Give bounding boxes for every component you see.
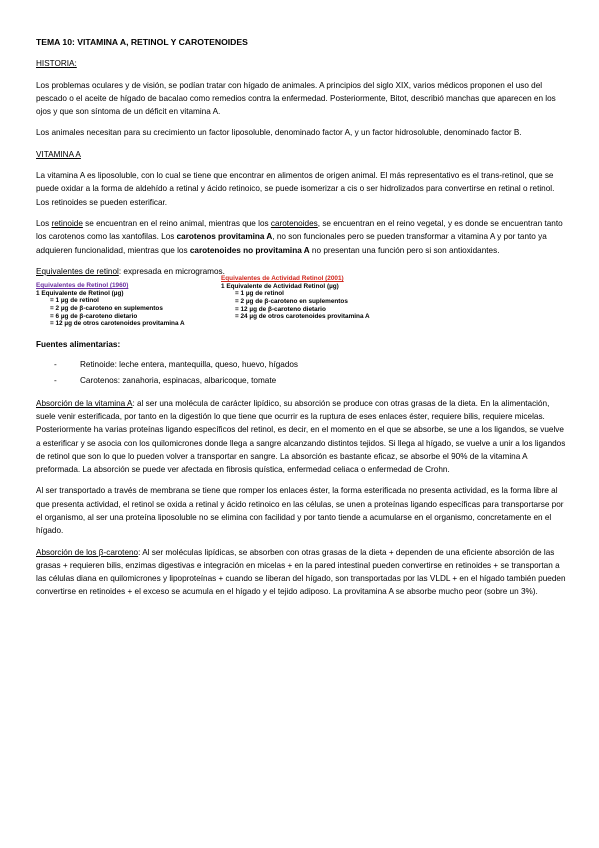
absorcion-vitamina-label: Absorción de la vitamina A — [36, 398, 133, 408]
document-page — [36, 36, 566, 607]
equivalentes-2001-item: = 2 µg de β-caroteno en suplementos — [235, 297, 348, 305]
document-title: TEMA 10: VITAMINA A, RETINOL Y CAROTENOIDES — [36, 37, 248, 47]
equivalentes-label-rest: : expresada en microgramos. — [118, 266, 225, 276]
list-item — [36, 358, 566, 371]
absorcion-vitamina-paragraph — [36, 397, 566, 477]
carotenoides-no-provitamina-term: carotenoides no provitamina A — [189, 245, 310, 255]
historia-heading: HISTORIA: — [36, 59, 77, 69]
list-dash: - — [54, 360, 57, 370]
equivalentes-2001-item: = 1 µg de retinol — [235, 290, 284, 298]
list-item-text: Retinoide: leche entera, mantequilla, queso, huevo, hígados — [80, 360, 299, 370]
historia-paragraph-1: Los problemas oculares y de visión, se podían tratar con hígado de animales. A principios del siglo XIX, varios médicos proponen el uso del pescado o el aceite de hígado de bacalao como remedios contra la enfermedad. Posteriormente, Bitot, describió manchas que aparecen en los ojos y que son síntoma de un déficit en vitamina A. — [36, 80, 556, 117]
equivalentes-1960-item: = 2 µg de β-caroteno en suplementos — [50, 304, 163, 312]
equivalentes-2001-item: = 12 µg de β-caroteno dietario — [235, 305, 326, 313]
list-dash: - — [54, 376, 57, 386]
equivalentes-1960-item: = 12 µg de otros carotenoides provitamina A — [50, 320, 185, 328]
carotenos-provitamina-term: carotenos provitamina A — [176, 232, 273, 242]
fuentes-heading: Fuentes alimentarias: — [36, 339, 121, 349]
text-run: , no son funcionales pero se pueden transformar a vitamina A y por tanto ya adquieren funcionalidad, mientras que los — [36, 232, 547, 255]
retinoide-term: retinoide — [51, 218, 83, 228]
text-run: : Al ser moléculas lipídicas, se absorben con otras grasas de la dieta + dependen de una eficiente absorción de las grasas + requieren bilis, enzimas digestivas e integración en micelas + en la pared intestinal pueden convertirse en retinoides + se transportan a las células diana en quilomicrones y lipoproteínas + cuando se liberan del hígado, son transportadas por las VLDL + en el hígado también pueden convertirse en retinoides + el exceso se acumula en el hígado y el tejido adiposo. La provitamina A se absorbe mucho peor (sobre un 3%). — [36, 547, 566, 597]
equivalentes-2001-heading: Equivalentes de Actividad Retinol (2001) — [221, 275, 344, 283]
absorcion-caroteno-paragraph — [36, 546, 566, 599]
text-run: se encuentran en el reino animal, mientras que los — [82, 218, 271, 228]
equivalentes-1960-item: = 6 µg de β-caroteno dietario — [50, 312, 138, 320]
equivalentes-1960-block — [36, 282, 221, 328]
text-run: : al ser una molécula de carácter lipídico, su absorción se produce con otras grasas de la dieta. En la alimentación, suele venir esterificada, por tanto en la digestión lo que tiene que ocurrir es la ruptura de eses enlaces éster, requiere bilis, requiere micelas. Posteriormente ha varias proteínas ligando específicos del retinol, es decir, en el momento en el que se absorbe, se une a los ligandos, se vuelve a esterificar y se asocia con los quilomicrones donde llega a sangre alcanzando distintos tejidos. Si llega al hígado, se vuelve a unir a los ligandos de retinol que son lo que lo pueden volver a transportar en sangre. La absorción es bastante eficaz, se absorbe el 90% de la vitamina A preformada. La absorción se puede ver afectada en fibrosis quística, enfermedad celiaca o enfermedad de Crohn. — [36, 398, 566, 475]
equivalentes-label: Equivalentes de retinol — [36, 266, 119, 276]
text-run: Los — [36, 218, 52, 228]
text-run: no presentan una función pero si son antioxidantes. — [309, 245, 500, 255]
equivalentes-2001-item: = 24 µg de otros carotenoides provitamina A — [235, 313, 370, 321]
absorcion-caroteno-label: Absorción de los β-caroteno — [36, 547, 139, 557]
equivalentes-1960-heading: Equivalentes de Retinol (1960) — [36, 282, 129, 290]
transporte-paragraph: Al ser transportado a través de membrana se tiene que romper los enlaces éster, la forma esterificada no presenta actividad, es la forma libre al que presenta actividad, el retinol se oxida a retinal y ácido retinoico en las células, se unen a proteínas ligando específicas para transportarse por el organismo, al ser una proteína liposoluble no se elimina con facilidad y por tanto tiende a acumularse en el organismo, concretamente en el hígado. — [36, 486, 564, 536]
equivalentes-2001-block — [221, 275, 370, 328]
vitamina-a-heading: VITAMINA A — [36, 149, 81, 159]
equivalentes-2001-sub: 1 Equivalente de Actividad Retinol (µg) — [221, 282, 339, 290]
vitamina-a-paragraph-1: La vitamina A es liposoluble, con lo cual se tiene que encontrar en alimentos de origen animal. El más representativo es el trans-retinol, que se puede oxidar a la forma de aldehído a retinal y ácido retinoico, se puede isomerizar a cis o ser hidrolizados para convertirse en retinal o retinol. Los retinoides se pueden esterificar. — [36, 171, 555, 207]
equivalentes-figure — [36, 275, 566, 328]
historia-paragraph-2: Los animales necesitan para su crecimiento un factor liposoluble, denominado factor A, y un factor hidrosoluble, denominado factor B. — [36, 128, 522, 138]
text-run: , se encuentran en el reino vegetal, y es donde se encuentran tanto los carotenos como las xantofilas. Los — [36, 218, 563, 242]
carotenoides-term: carotenoides — [270, 218, 318, 228]
list-item-text: Carotenos: zanahoria, espinacas, albaricoque, tomate — [80, 376, 277, 386]
equivalentes-1960-item: = 1 µg de retinol — [50, 297, 99, 305]
equivalentes-1960-sub: 1 Equivalente de Retinol (µg) — [36, 289, 124, 297]
fuentes-list — [36, 358, 566, 388]
list-item — [36, 374, 566, 387]
vitamina-a-paragraph-2 — [36, 217, 566, 257]
